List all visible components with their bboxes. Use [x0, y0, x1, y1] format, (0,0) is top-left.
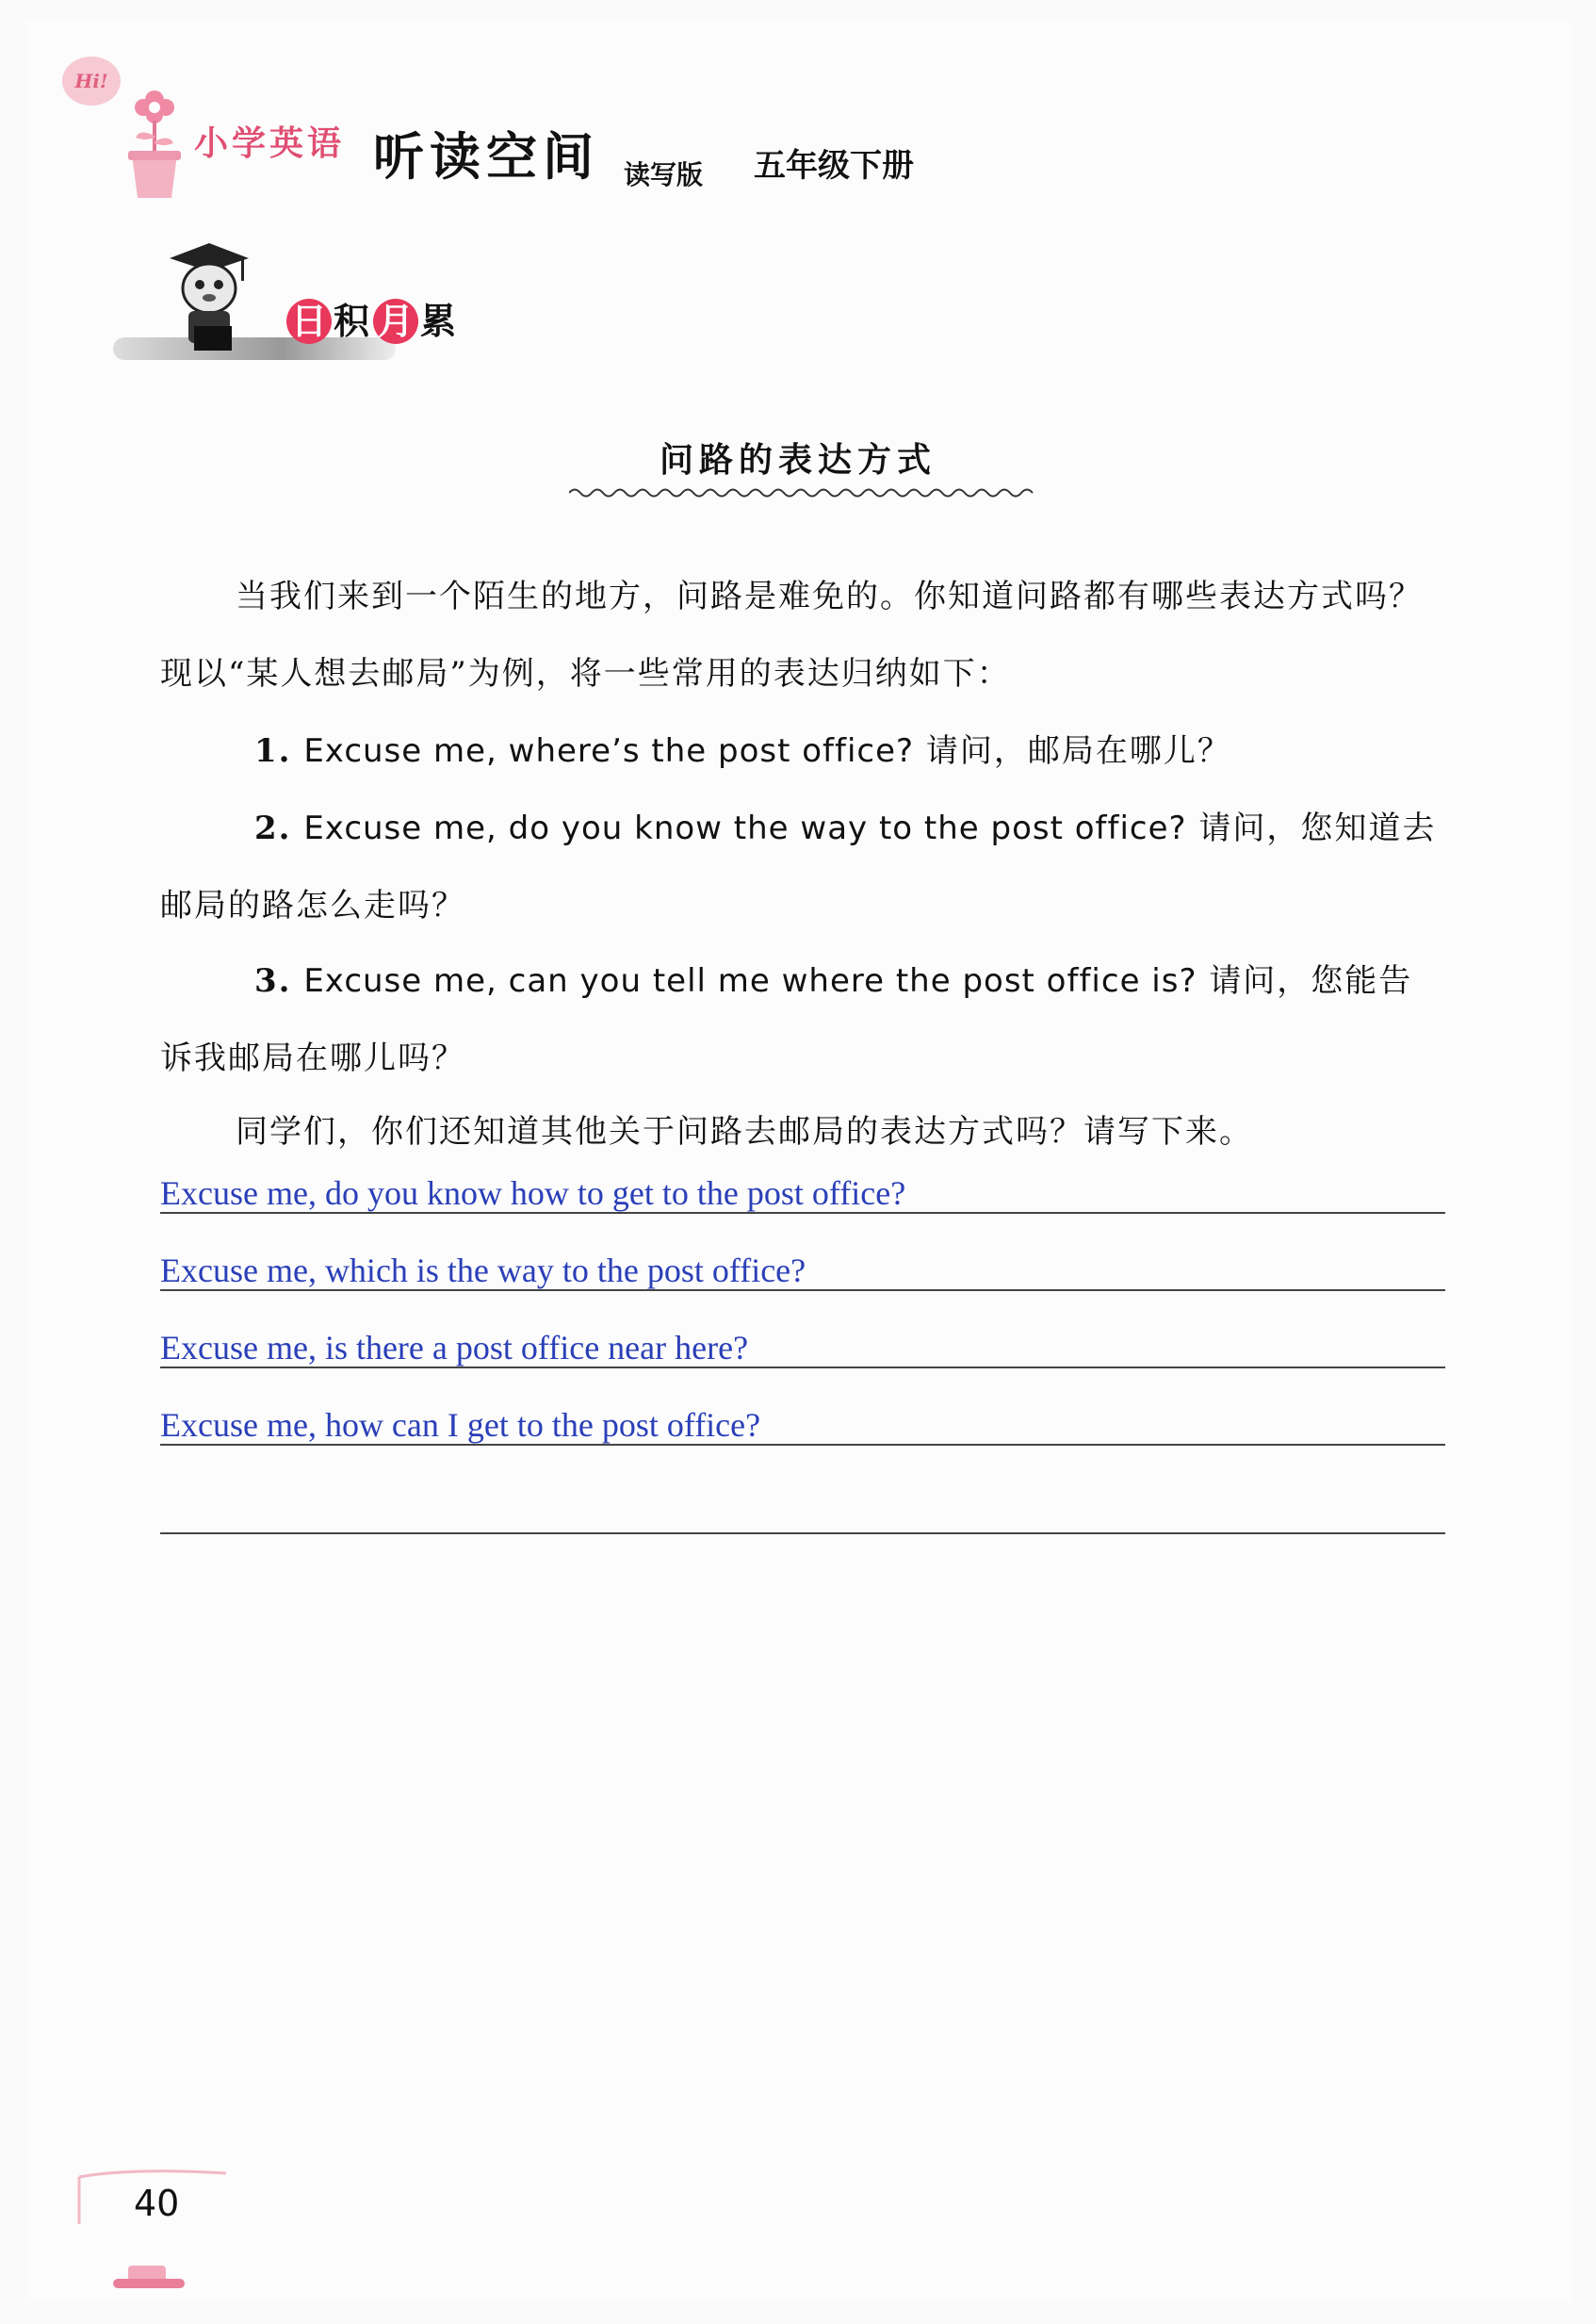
answer-line-1[interactable]: Excuse me, do you know how to get to the post office?: [160, 1174, 1445, 1214]
example-chinese: 请问，邮局在哪儿？: [925, 732, 1231, 770]
answer-line-4[interactable]: Excuse me, how can I get to the post office?: [160, 1406, 1445, 1446]
page-number: 40: [134, 2183, 180, 2224]
example-3: [160, 942, 1441, 1097]
hi-speech-bubble: Hi!: [62, 57, 121, 106]
edition-label: 读写版: [624, 159, 704, 190]
example-number: 1.: [254, 732, 292, 770]
mascot-graduate-icon: [160, 236, 254, 358]
example-chinese: 请问，您能告诉我邮局在哪儿吗？: [160, 962, 1413, 1077]
example-chinese: 请问，您知道去邮局的路怎么走吗？: [160, 810, 1437, 925]
section-title-char-2: 积: [334, 301, 370, 342]
answer-line-2[interactable]: Excuse me, which is the way to the post office?: [160, 1252, 1445, 1291]
series-name: 小学英语: [194, 124, 346, 163]
article-heading: 问路的表达方式: [659, 441, 936, 480]
answer-line-5[interactable]: [160, 1532, 1445, 1534]
book-header: [62, 57, 1004, 207]
section-title: [286, 292, 456, 344]
grade-label: 五年级下册: [754, 147, 914, 185]
answer-line-3[interactable]: Excuse me, is there a post office near here?: [160, 1329, 1445, 1368]
example-english: Excuse me, where’s the post office?: [303, 732, 915, 770]
example-2: [160, 790, 1441, 944]
prompt-text: 同学们，你们还知道其他关于问路去邮局的表达方式吗？请写下来。: [236, 1113, 1253, 1151]
intro-paragraph: [160, 558, 1441, 712]
example-english: Excuse me, do you know the way to the post office?: [303, 810, 1187, 847]
section-title-char-3: 月: [373, 299, 418, 344]
section-title-char-4: 累: [420, 301, 457, 342]
intro-text: 当我们来到一个陌生的地方，问路是难免的。你知道问路都有哪些表达方式吗？现以“某人想去邮局”为例，将一些常用的表达归纳如下：: [160, 578, 1423, 693]
flower-pot-icon: [119, 79, 185, 202]
section-banner: [113, 236, 546, 377]
page-number-decoration: [75, 2168, 245, 2299]
brand-name: 听读空间: [373, 127, 599, 187]
section-title-char-1: 日: [286, 299, 332, 344]
example-number: 2.: [254, 810, 292, 847]
example-number: 3.: [254, 962, 292, 1000]
wavy-underline: [569, 486, 1036, 499]
prompt-paragraph: [160, 1093, 1441, 1170]
example-english: Excuse me, can you tell me where the post office is?: [303, 962, 1197, 1000]
example-1: [160, 712, 1441, 790]
